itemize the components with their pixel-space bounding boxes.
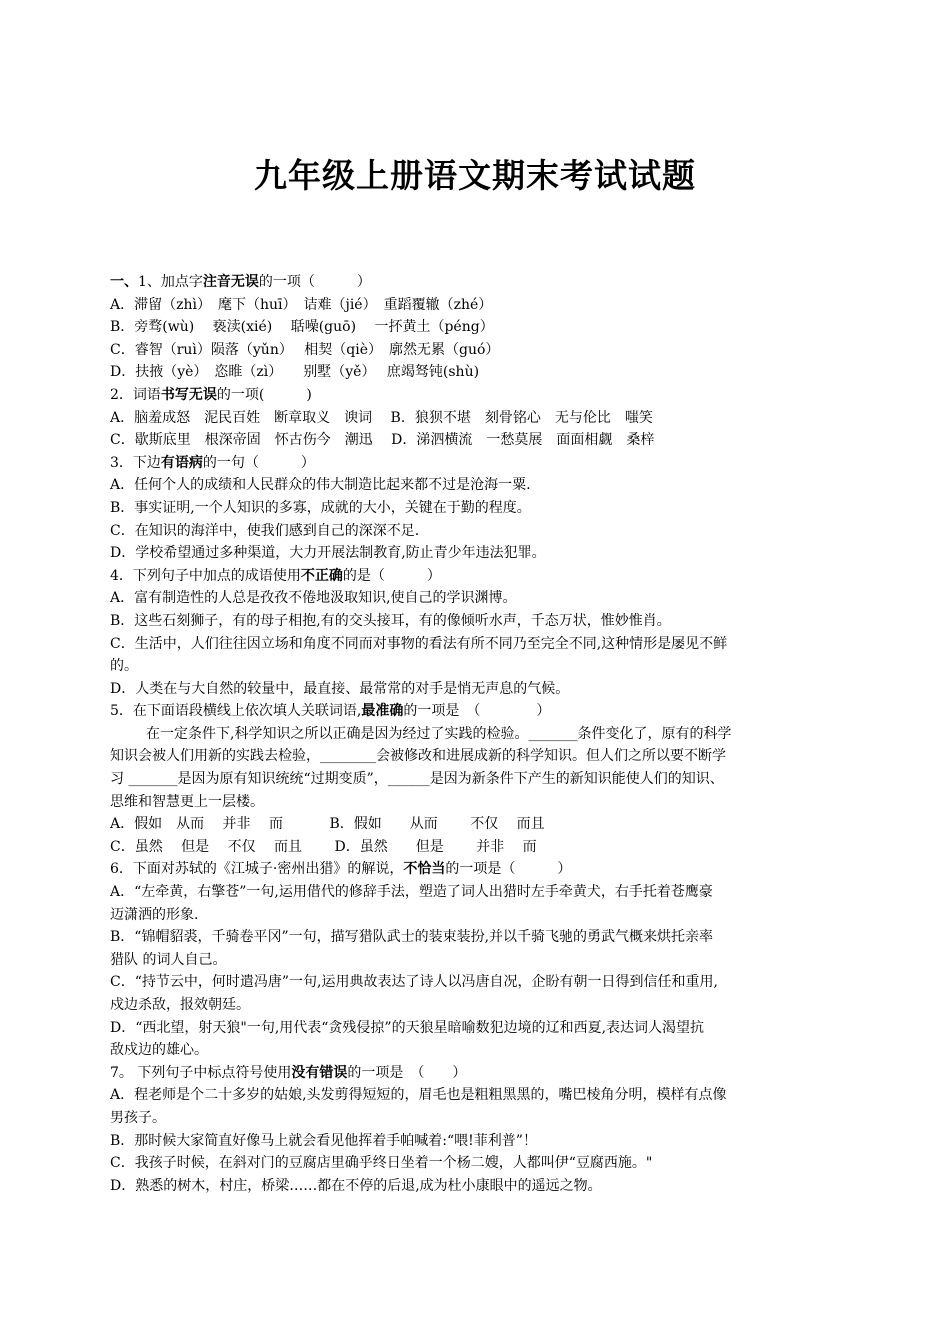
q1-stem-text: 1、加点字 [138,274,203,290]
q7-option-a: A．程老师是个二十多岁的姑娘,头发剪得短短的，眉毛也是粗粗黑黑的，嘴巴棱角分明，模样有点像 [110,1087,727,1104]
question-3-stem [110,452,855,475]
q1-option-b: B．旁骛(wù) 亵渎(xié) 聒噪(guō) 一抔黄土（péng） [110,319,494,336]
exam-body [110,271,855,1197]
q2-stem-text: 2．词语 [110,386,161,403]
q4-stem-emphasis: 不正确 [300,567,343,584]
q3-option-a: A．任何个人的成绩和人民群众的伟大制造比起来都不过是沧海一粟. [110,477,531,494]
q6-stem-text: 6．下面对苏轼的《江城子·密州出猎》的解说， [110,861,404,878]
q7-stem-text: 7。 下列句子中标点符号使用 [110,1064,292,1081]
q5-passage-line-4: 思维和智慧更上一层楼。 [110,793,264,810]
q1-option-a: A．滞留（zhì） 麾下（huī） 诘难（jié） 重蹈覆辙（zhé） [110,296,493,313]
question-5-stem [110,700,855,723]
q6-option-a: A．“左牵黄，右擎苍”一句,运用借代的修辞手法，塑造了词人出猎时左手牵黄犬，右手托着苍鹰豪 [110,884,713,901]
q5-stem-text: 5．在下面语段横线上依次填人关联词语, [110,703,362,720]
q2-stem-tail: 的一项( ) [216,386,312,403]
q3-stem-tail: 的一句（ ） [202,454,315,471]
question-4-stem [110,565,855,588]
q1-option-d: D．扶掖（yè） 恣睢（zì） 别墅（yě） 庶竭驽钝(shù) [110,364,480,381]
q6-option-b-cont: 猎队 的词人自己。 [110,951,227,968]
q6-option-d: D．“西北望，射天狼"一句,用代表“贪残侵掠”的天狼星暗喻数犯边境的辽和西夏,表达词人渴望抗 [110,1019,705,1036]
q5-passage-line-2: 知识会被人们用新的实践去检验，________会被修改和进展成新的科学知识。但人们之所以要不断学 [110,748,726,765]
q6-option-c-cont: 戍边杀敌，报效朝廷。 [110,997,250,1013]
q1-stem-emphasis: 注音无误 [202,274,259,290]
q1-stem-tail: 的一项（ ） [258,274,371,290]
q7-stem-emphasis: 没有错误 [291,1064,348,1081]
q4-option-a: A．富有制造性的人总是孜孜不倦地汲取知识,使自己的学识渊博。 [110,590,517,607]
q4-stem-tail: 的是（ ） [342,567,441,584]
q3-stem-text: 3．下边 [110,454,161,471]
question-6-stem [110,858,855,881]
q4-option-c-cont: 的。 [110,658,138,675]
q7-option-c: C．我孩子时候，在斜对门的豆腐店里确乎终日坐着一个杨二嫂，人都叫伊“豆腐西施。" [110,1155,653,1172]
q4-option-b: B．这些石刻狮子，有的母子相抱,有的交头接耳，有的像倾听水声，千态万状，惟妙惟肖。 [110,612,671,629]
question-7-stem [110,1062,855,1085]
q3-option-d: D．学校希望通过多种渠道，大力开展法制教育,防止青少年违法犯罪。 [110,545,546,562]
q4-option-d: D．人类在与大自然的较量中，最直接、最常常的对手是悄无声息的气候。 [110,680,570,697]
q6-option-d-cont: 敌戍边的雄心。 [110,1042,208,1059]
q6-option-b: B．“锦帽貂裘，千骑卷平冈”一句，描写猎队武士的装束装扮,并以千骑飞驰的勇武气概来烘托亲率 [110,929,714,946]
q7-stem-tail: 的一项是 （ ） [347,1064,467,1081]
q4-option-c: C．生活中，人们往往因立场和角度不同而对事物的看法有所不同乃至完全不同,这种情形是屡见不鲜 [110,635,728,652]
section-number: 一、 [110,274,138,290]
q5-options-cd: C．虽然 但是 不仅 而且 D．虽然 但是 并非 而 [110,838,537,855]
q5-stem-tail: 的一项是 （ ） [403,703,551,720]
q5-stem-emphasis: 最准确 [361,703,404,720]
q2-options-cd: C．歇斯底里 根深帝固 怀古伤今 潮迅 D．涕泗横流 一愁莫展 面面相觑 桑梓 [110,432,655,449]
q6-stem-emphasis: 不恰当 [403,861,446,878]
question-1-stem [110,271,855,294]
question-2-stem [110,384,855,407]
q6-option-a-cont: 迈潇洒的形象. [110,906,199,923]
q5-passage-line-3: 习 _______是因为原有知识统统“过期变质”，______是因为新条件下产生的新知识能使人们的知识、 [110,771,724,788]
q6-option-c: C．“持节云中，何时遣冯唐”一句,运用典故表达了诗人以冯唐自况，企盼有朝一日得到信任和重用, [110,974,718,991]
q5-passage-line-1: 在一定条件下,科学知识之所以正确是因为经过了实践的检验。_______条件变化了，原有的科学 [146,725,732,742]
q5-options-ab: A．假如 从而 并非 而 B．假如 从而 不仅 而且 [110,816,545,833]
q7-option-d: D．熟悉的树木，村庄，桥梁……都在不停的后退,成为杜小康眼中的遥远之物。 [110,1177,602,1194]
q1-option-c: C．睿智（ruì）陨落（yǔn） 相契（qiè） 廓然无累（guó） [110,341,500,358]
q3-option-b: B．事实证明,一个人知识的多寡，成就的大小，关键在于勤的程度。 [110,499,531,516]
q7-option-b: B．那时候大家简直好像马上就会看见他挥着手帕喊着:“喂!菲利普”！ [110,1132,537,1149]
q3-stem-emphasis: 有语病 [160,454,203,471]
q7-option-a-cont: 男孩子。 [110,1109,166,1126]
q4-stem-text: 4．下列句子中加点的成语使用 [110,567,301,584]
q2-stem-emphasis: 书写无误 [160,386,217,403]
q2-options-ab: A．脑羞成怒 泥民百姓 断章取义 谀词 B．狼狈不堪 刻骨铭心 无与伦比 嗤笑 [110,409,653,426]
q3-option-c: C．在知识的海洋中，使我们感到自己的深深不足. [110,522,420,539]
q6-stem-tail: 的一项是（ ） [445,861,572,878]
page-title: 九年级上册语文期末考试试题 [254,156,696,195]
